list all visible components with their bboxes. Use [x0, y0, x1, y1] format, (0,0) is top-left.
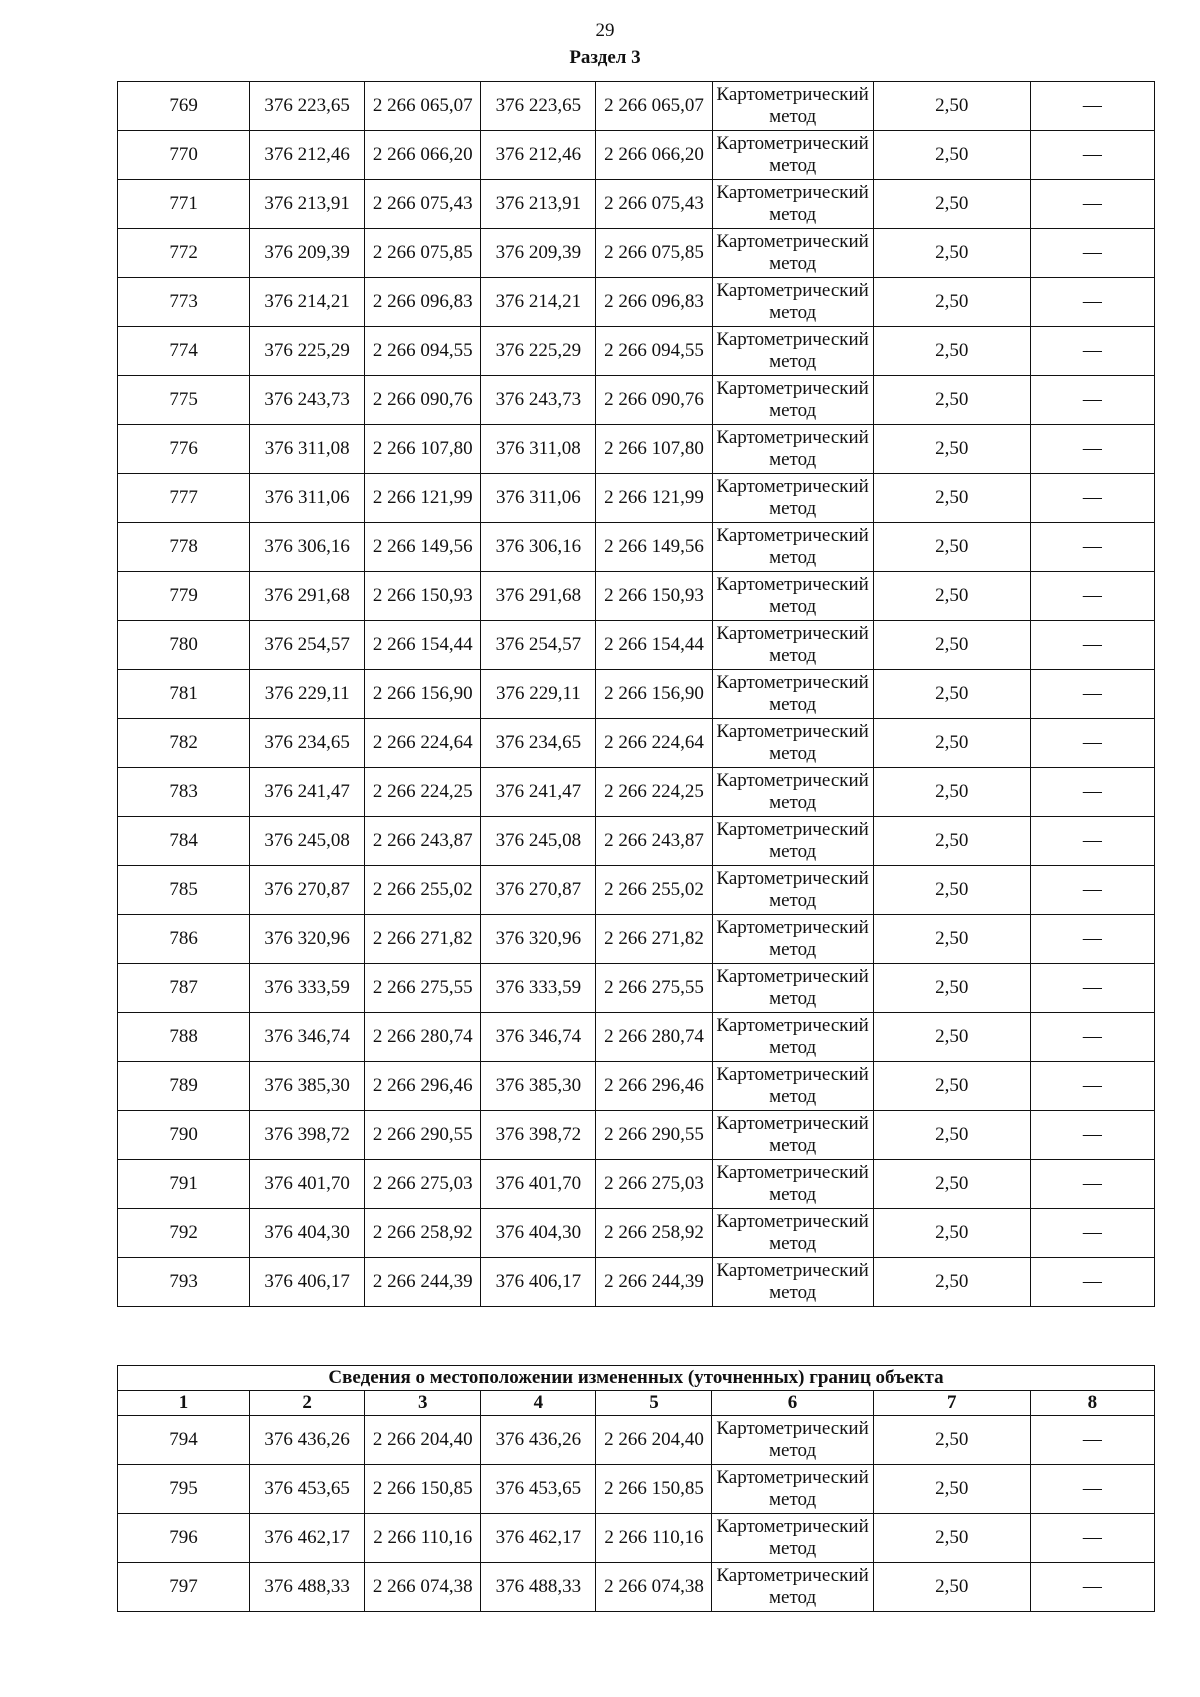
table-row [118, 327, 1155, 376]
table-row [118, 1209, 1155, 1258]
description-cell: — [1030, 327, 1154, 376]
x-existing-cell: 376 333,59 [250, 964, 365, 1013]
method-cell: Картометрический метод [712, 670, 873, 719]
x-existing-cell: 376 212,46 [250, 131, 365, 180]
x-refined-cell: 376 346,74 [481, 1013, 596, 1062]
y-existing-cell: 2 266 243,87 [365, 817, 481, 866]
description-cell: — [1030, 1514, 1154, 1563]
description-cell: — [1030, 915, 1154, 964]
x-refined-cell: 376 406,17 [481, 1258, 596, 1307]
table-row [118, 1062, 1155, 1111]
method-cell: Картометрический метод [712, 1209, 873, 1258]
y-refined-cell: 2 266 094,55 [596, 327, 712, 376]
accuracy-cell: 2,50 [873, 768, 1030, 817]
y-existing-cell: 2 266 107,80 [365, 425, 481, 474]
point-number-cell: 786 [118, 915, 250, 964]
method-cell: Картометрический метод [712, 572, 873, 621]
point-number-cell: 783 [118, 768, 250, 817]
description-cell: — [1030, 1465, 1154, 1514]
description-cell: — [1030, 1160, 1154, 1209]
method-cell: Картометрический метод [712, 523, 873, 572]
point-number-cell: 788 [118, 1013, 250, 1062]
y-refined-cell: 2 266 090,76 [596, 376, 712, 425]
y-refined-cell: 2 266 296,46 [596, 1062, 712, 1111]
y-refined-cell: 2 266 149,56 [596, 523, 712, 572]
y-existing-cell: 2 266 074,38 [365, 1563, 481, 1612]
x-refined-cell: 376 209,39 [481, 229, 596, 278]
column-number-header: 4 [481, 1391, 596, 1416]
y-refined-cell: 2 266 204,40 [596, 1416, 712, 1465]
method-cell: Картометрический метод [712, 719, 873, 768]
x-existing-cell: 376 311,08 [250, 425, 365, 474]
table-row [118, 1111, 1155, 1160]
column-number-header: 3 [365, 1391, 481, 1416]
y-refined-cell: 2 266 271,82 [596, 915, 712, 964]
x-existing-cell: 376 488,33 [250, 1563, 365, 1612]
table-row [118, 1563, 1155, 1612]
method-cell: Картометрический метод [712, 425, 873, 474]
description-cell: — [1030, 82, 1154, 131]
accuracy-cell: 2,50 [873, 131, 1030, 180]
table-row [118, 1514, 1155, 1563]
accuracy-cell: 2,50 [873, 229, 1030, 278]
point-number-cell: 770 [118, 131, 250, 180]
table-row [118, 376, 1155, 425]
point-number-cell: 795 [118, 1465, 250, 1514]
y-existing-cell: 2 266 075,43 [365, 180, 481, 229]
x-refined-cell: 376 225,29 [481, 327, 596, 376]
x-existing-cell: 376 291,68 [250, 572, 365, 621]
y-refined-cell: 2 266 255,02 [596, 866, 712, 915]
accuracy-cell: 2,50 [873, 915, 1030, 964]
accuracy-cell: 2,50 [873, 670, 1030, 719]
x-refined-cell: 376 306,16 [481, 523, 596, 572]
table-caption: Сведения о местоположении измененных (уточненных) границ объекта [118, 1366, 1155, 1391]
point-number-cell: 776 [118, 425, 250, 474]
table-row [118, 1160, 1155, 1209]
description-cell: — [1030, 964, 1154, 1013]
x-refined-cell: 376 404,30 [481, 1209, 596, 1258]
table-row [118, 1416, 1155, 1465]
y-refined-cell: 2 266 275,03 [596, 1160, 712, 1209]
accuracy-cell: 2,50 [873, 1013, 1030, 1062]
x-refined-cell: 376 229,11 [481, 670, 596, 719]
accuracy-cell: 2,50 [873, 180, 1030, 229]
accuracy-cell: 2,50 [873, 1209, 1030, 1258]
method-cell: Картометрический метод [712, 1258, 873, 1307]
x-existing-cell: 376 436,26 [250, 1416, 365, 1465]
y-refined-cell: 2 266 154,44 [596, 621, 712, 670]
column-numbers-row [118, 1391, 1155, 1416]
y-existing-cell: 2 266 090,76 [365, 376, 481, 425]
x-existing-cell: 376 404,30 [250, 1209, 365, 1258]
description-cell: — [1030, 621, 1154, 670]
x-existing-cell: 376 223,65 [250, 82, 365, 131]
x-existing-cell: 376 214,21 [250, 278, 365, 327]
x-refined-cell: 376 223,65 [481, 82, 596, 131]
x-existing-cell: 376 406,17 [250, 1258, 365, 1307]
y-existing-cell: 2 266 275,55 [365, 964, 481, 1013]
y-existing-cell: 2 266 154,44 [365, 621, 481, 670]
description-cell: — [1030, 768, 1154, 817]
accuracy-cell: 2,50 [873, 1563, 1030, 1612]
description-cell: — [1030, 817, 1154, 866]
table-row [118, 964, 1155, 1013]
description-cell: — [1030, 572, 1154, 621]
x-existing-cell: 376 306,16 [250, 523, 365, 572]
x-refined-cell: 376 212,46 [481, 131, 596, 180]
accuracy-cell: 2,50 [873, 817, 1030, 866]
table-row [118, 719, 1155, 768]
x-refined-cell: 376 243,73 [481, 376, 596, 425]
accuracy-cell: 2,50 [873, 474, 1030, 523]
column-number-header: 5 [596, 1391, 712, 1416]
point-number-cell: 790 [118, 1111, 250, 1160]
method-cell: Картометрический метод [712, 474, 873, 523]
x-refined-cell: 376 270,87 [481, 866, 596, 915]
x-existing-cell: 376 453,65 [250, 1465, 365, 1514]
method-cell: Картометрический метод [712, 327, 873, 376]
x-existing-cell: 376 320,96 [250, 915, 365, 964]
x-refined-cell: 376 436,26 [481, 1416, 596, 1465]
description-cell: — [1030, 180, 1154, 229]
point-number-cell: 774 [118, 327, 250, 376]
y-existing-cell: 2 266 150,85 [365, 1465, 481, 1514]
table-row [118, 180, 1155, 229]
table-row [118, 915, 1155, 964]
table-row [118, 131, 1155, 180]
x-refined-cell: 376 398,72 [481, 1111, 596, 1160]
accuracy-cell: 2,50 [873, 376, 1030, 425]
y-refined-cell: 2 266 110,16 [596, 1514, 712, 1563]
point-number-cell: 792 [118, 1209, 250, 1258]
section-title: Раздел 3 [569, 47, 641, 68]
x-existing-cell: 376 346,74 [250, 1013, 365, 1062]
point-number-cell: 784 [118, 817, 250, 866]
y-refined-cell: 2 266 075,85 [596, 229, 712, 278]
table-row [118, 572, 1155, 621]
description-cell: — [1030, 229, 1154, 278]
accuracy-cell: 2,50 [873, 1160, 1030, 1209]
x-existing-cell: 376 225,29 [250, 327, 365, 376]
x-refined-cell: 376 254,57 [481, 621, 596, 670]
table-row [118, 1258, 1155, 1307]
method-cell: Картометрический метод [712, 131, 873, 180]
method-cell: Картометрический метод [712, 82, 873, 131]
x-refined-cell: 376 245,08 [481, 817, 596, 866]
column-number-header: 8 [1030, 1391, 1154, 1416]
y-existing-cell: 2 266 224,64 [365, 719, 481, 768]
y-existing-cell: 2 266 066,20 [365, 131, 481, 180]
description-cell: — [1030, 1258, 1154, 1307]
method-cell: Картометрический метод [712, 1160, 873, 1209]
column-number-header: 1 [118, 1391, 250, 1416]
point-number-cell: 793 [118, 1258, 250, 1307]
x-refined-cell: 376 401,70 [481, 1160, 596, 1209]
method-cell: Картометрический метод [712, 621, 873, 670]
table-row [118, 425, 1155, 474]
table-row [118, 817, 1155, 866]
point-number-cell: 769 [118, 82, 250, 131]
point-number-cell: 772 [118, 229, 250, 278]
accuracy-cell: 2,50 [873, 523, 1030, 572]
description-cell: — [1030, 474, 1154, 523]
point-number-cell: 777 [118, 474, 250, 523]
y-refined-cell: 2 266 150,85 [596, 1465, 712, 1514]
x-refined-cell: 376 213,91 [481, 180, 596, 229]
point-number-cell: 796 [118, 1514, 250, 1563]
accuracy-cell: 2,50 [873, 82, 1030, 131]
accuracy-cell: 2,50 [873, 719, 1030, 768]
method-cell: Картометрический метод [712, 817, 873, 866]
y-refined-cell: 2 266 243,87 [596, 817, 712, 866]
y-existing-cell: 2 266 110,16 [365, 1514, 481, 1563]
y-refined-cell: 2 266 244,39 [596, 1258, 712, 1307]
y-refined-cell: 2 266 156,90 [596, 670, 712, 719]
x-existing-cell: 376 311,06 [250, 474, 365, 523]
description-cell: — [1030, 1013, 1154, 1062]
y-existing-cell: 2 266 224,25 [365, 768, 481, 817]
x-existing-cell: 376 234,65 [250, 719, 365, 768]
y-refined-cell: 2 266 290,55 [596, 1111, 712, 1160]
y-existing-cell: 2 266 290,55 [365, 1111, 481, 1160]
table-row [118, 621, 1155, 670]
point-number-cell: 794 [118, 1416, 250, 1465]
x-refined-cell: 376 488,33 [481, 1563, 596, 1612]
point-number-cell: 771 [118, 180, 250, 229]
y-existing-cell: 2 266 280,74 [365, 1013, 481, 1062]
y-refined-cell: 2 266 258,92 [596, 1209, 712, 1258]
accuracy-cell: 2,50 [873, 1062, 1030, 1111]
description-cell: — [1030, 1111, 1154, 1160]
changed-boundaries-table-body [118, 1416, 1155, 1612]
point-number-cell: 787 [118, 964, 250, 1013]
y-existing-cell: 2 266 258,92 [365, 1209, 481, 1258]
coordinates-table [117, 81, 1155, 1307]
column-number-header: 7 [873, 1391, 1030, 1416]
x-refined-cell: 376 333,59 [481, 964, 596, 1013]
y-existing-cell: 2 266 244,39 [365, 1258, 481, 1307]
table-row [118, 82, 1155, 131]
description-cell: — [1030, 425, 1154, 474]
accuracy-cell: 2,50 [873, 1514, 1030, 1563]
method-cell: Картометрический метод [712, 1062, 873, 1111]
y-existing-cell: 2 266 275,03 [365, 1160, 481, 1209]
y-existing-cell: 2 266 094,55 [365, 327, 481, 376]
description-cell: — [1030, 131, 1154, 180]
y-refined-cell: 2 266 121,99 [596, 474, 712, 523]
table-row [118, 278, 1155, 327]
x-refined-cell: 376 385,30 [481, 1062, 596, 1111]
x-existing-cell: 376 243,73 [250, 376, 365, 425]
accuracy-cell: 2,50 [873, 1111, 1030, 1160]
table-row [118, 866, 1155, 915]
y-existing-cell: 2 266 271,82 [365, 915, 481, 964]
y-existing-cell: 2 266 121,99 [365, 474, 481, 523]
table-row [118, 1013, 1155, 1062]
y-existing-cell: 2 266 149,56 [365, 523, 481, 572]
method-cell: Картометрический метод [712, 1514, 873, 1563]
point-number-cell: 797 [118, 1563, 250, 1612]
x-refined-cell: 376 311,08 [481, 425, 596, 474]
y-existing-cell: 2 266 156,90 [365, 670, 481, 719]
description-cell: — [1030, 1563, 1154, 1612]
point-number-cell: 778 [118, 523, 250, 572]
method-cell: Картометрический метод [712, 376, 873, 425]
description-cell: — [1030, 1062, 1154, 1111]
description-cell: — [1030, 278, 1154, 327]
description-cell: — [1030, 376, 1154, 425]
point-number-cell: 791 [118, 1160, 250, 1209]
column-number-header: 6 [712, 1391, 873, 1416]
y-existing-cell: 2 266 296,46 [365, 1062, 481, 1111]
y-refined-cell: 2 266 224,64 [596, 719, 712, 768]
method-cell: Картометрический метод [712, 915, 873, 964]
method-cell: Картометрический метод [712, 180, 873, 229]
x-refined-cell: 376 291,68 [481, 572, 596, 621]
method-cell: Картометрический метод [712, 1563, 873, 1612]
method-cell: Картометрический метод [712, 964, 873, 1013]
method-cell: Картометрический метод [712, 768, 873, 817]
accuracy-cell: 2,50 [873, 1416, 1030, 1465]
method-cell: Картометрический метод [712, 866, 873, 915]
point-number-cell: 773 [118, 278, 250, 327]
y-existing-cell: 2 266 065,07 [365, 82, 481, 131]
method-cell: Картометрический метод [712, 1111, 873, 1160]
x-existing-cell: 376 245,08 [250, 817, 365, 866]
description-cell: — [1030, 866, 1154, 915]
x-existing-cell: 376 213,91 [250, 180, 365, 229]
table-row [118, 474, 1155, 523]
y-refined-cell: 2 266 096,83 [596, 278, 712, 327]
coordinates-table-body [118, 82, 1155, 1307]
changed-boundaries-table [117, 1365, 1155, 1612]
table-row [118, 768, 1155, 817]
x-refined-cell: 376 462,17 [481, 1514, 596, 1563]
x-refined-cell: 376 320,96 [481, 915, 596, 964]
accuracy-cell: 2,50 [873, 964, 1030, 1013]
y-existing-cell: 2 266 204,40 [365, 1416, 481, 1465]
point-number-cell: 775 [118, 376, 250, 425]
x-refined-cell: 376 234,65 [481, 719, 596, 768]
accuracy-cell: 2,50 [873, 1465, 1030, 1514]
x-existing-cell: 376 385,30 [250, 1062, 365, 1111]
y-existing-cell: 2 266 150,93 [365, 572, 481, 621]
x-existing-cell: 376 241,47 [250, 768, 365, 817]
accuracy-cell: 2,50 [873, 1258, 1030, 1307]
y-existing-cell: 2 266 075,85 [365, 229, 481, 278]
x-refined-cell: 376 214,21 [481, 278, 596, 327]
x-refined-cell: 376 453,65 [481, 1465, 596, 1514]
description-cell: — [1030, 1209, 1154, 1258]
table-row [118, 523, 1155, 572]
y-existing-cell: 2 266 096,83 [365, 278, 481, 327]
point-number-cell: 780 [118, 621, 250, 670]
y-refined-cell: 2 266 224,25 [596, 768, 712, 817]
point-number-cell: 779 [118, 572, 250, 621]
page-number: 29 [595, 20, 615, 41]
description-cell: — [1030, 1416, 1154, 1465]
description-cell: — [1030, 670, 1154, 719]
description-cell: — [1030, 523, 1154, 572]
y-refined-cell: 2 266 065,07 [596, 82, 712, 131]
y-refined-cell: 2 266 075,43 [596, 180, 712, 229]
x-refined-cell: 376 311,06 [481, 474, 596, 523]
point-number-cell: 782 [118, 719, 250, 768]
accuracy-cell: 2,50 [873, 327, 1030, 376]
table-row [118, 670, 1155, 719]
method-cell: Картометрический метод [712, 229, 873, 278]
x-existing-cell: 376 270,87 [250, 866, 365, 915]
table-row [118, 1465, 1155, 1514]
y-refined-cell: 2 266 107,80 [596, 425, 712, 474]
x-existing-cell: 376 254,57 [250, 621, 365, 670]
method-cell: Картометрический метод [712, 278, 873, 327]
x-existing-cell: 376 398,72 [250, 1111, 365, 1160]
accuracy-cell: 2,50 [873, 621, 1030, 670]
point-number-cell: 785 [118, 866, 250, 915]
x-refined-cell: 376 241,47 [481, 768, 596, 817]
x-existing-cell: 376 401,70 [250, 1160, 365, 1209]
table-row [118, 229, 1155, 278]
x-existing-cell: 376 462,17 [250, 1514, 365, 1563]
method-cell: Картометрический метод [712, 1013, 873, 1062]
method-cell: Картометрический метод [712, 1465, 873, 1514]
y-refined-cell: 2 266 280,74 [596, 1013, 712, 1062]
x-existing-cell: 376 229,11 [250, 670, 365, 719]
y-existing-cell: 2 266 255,02 [365, 866, 481, 915]
y-refined-cell: 2 266 066,20 [596, 131, 712, 180]
y-refined-cell: 2 266 275,55 [596, 964, 712, 1013]
accuracy-cell: 2,50 [873, 866, 1030, 915]
y-refined-cell: 2 266 074,38 [596, 1563, 712, 1612]
accuracy-cell: 2,50 [873, 425, 1030, 474]
column-number-header: 2 [250, 1391, 365, 1416]
x-existing-cell: 376 209,39 [250, 229, 365, 278]
accuracy-cell: 2,50 [873, 572, 1030, 621]
method-cell: Картометрический метод [712, 1416, 873, 1465]
point-number-cell: 789 [118, 1062, 250, 1111]
description-cell: — [1030, 719, 1154, 768]
y-refined-cell: 2 266 150,93 [596, 572, 712, 621]
point-number-cell: 781 [118, 670, 250, 719]
accuracy-cell: 2,50 [873, 278, 1030, 327]
